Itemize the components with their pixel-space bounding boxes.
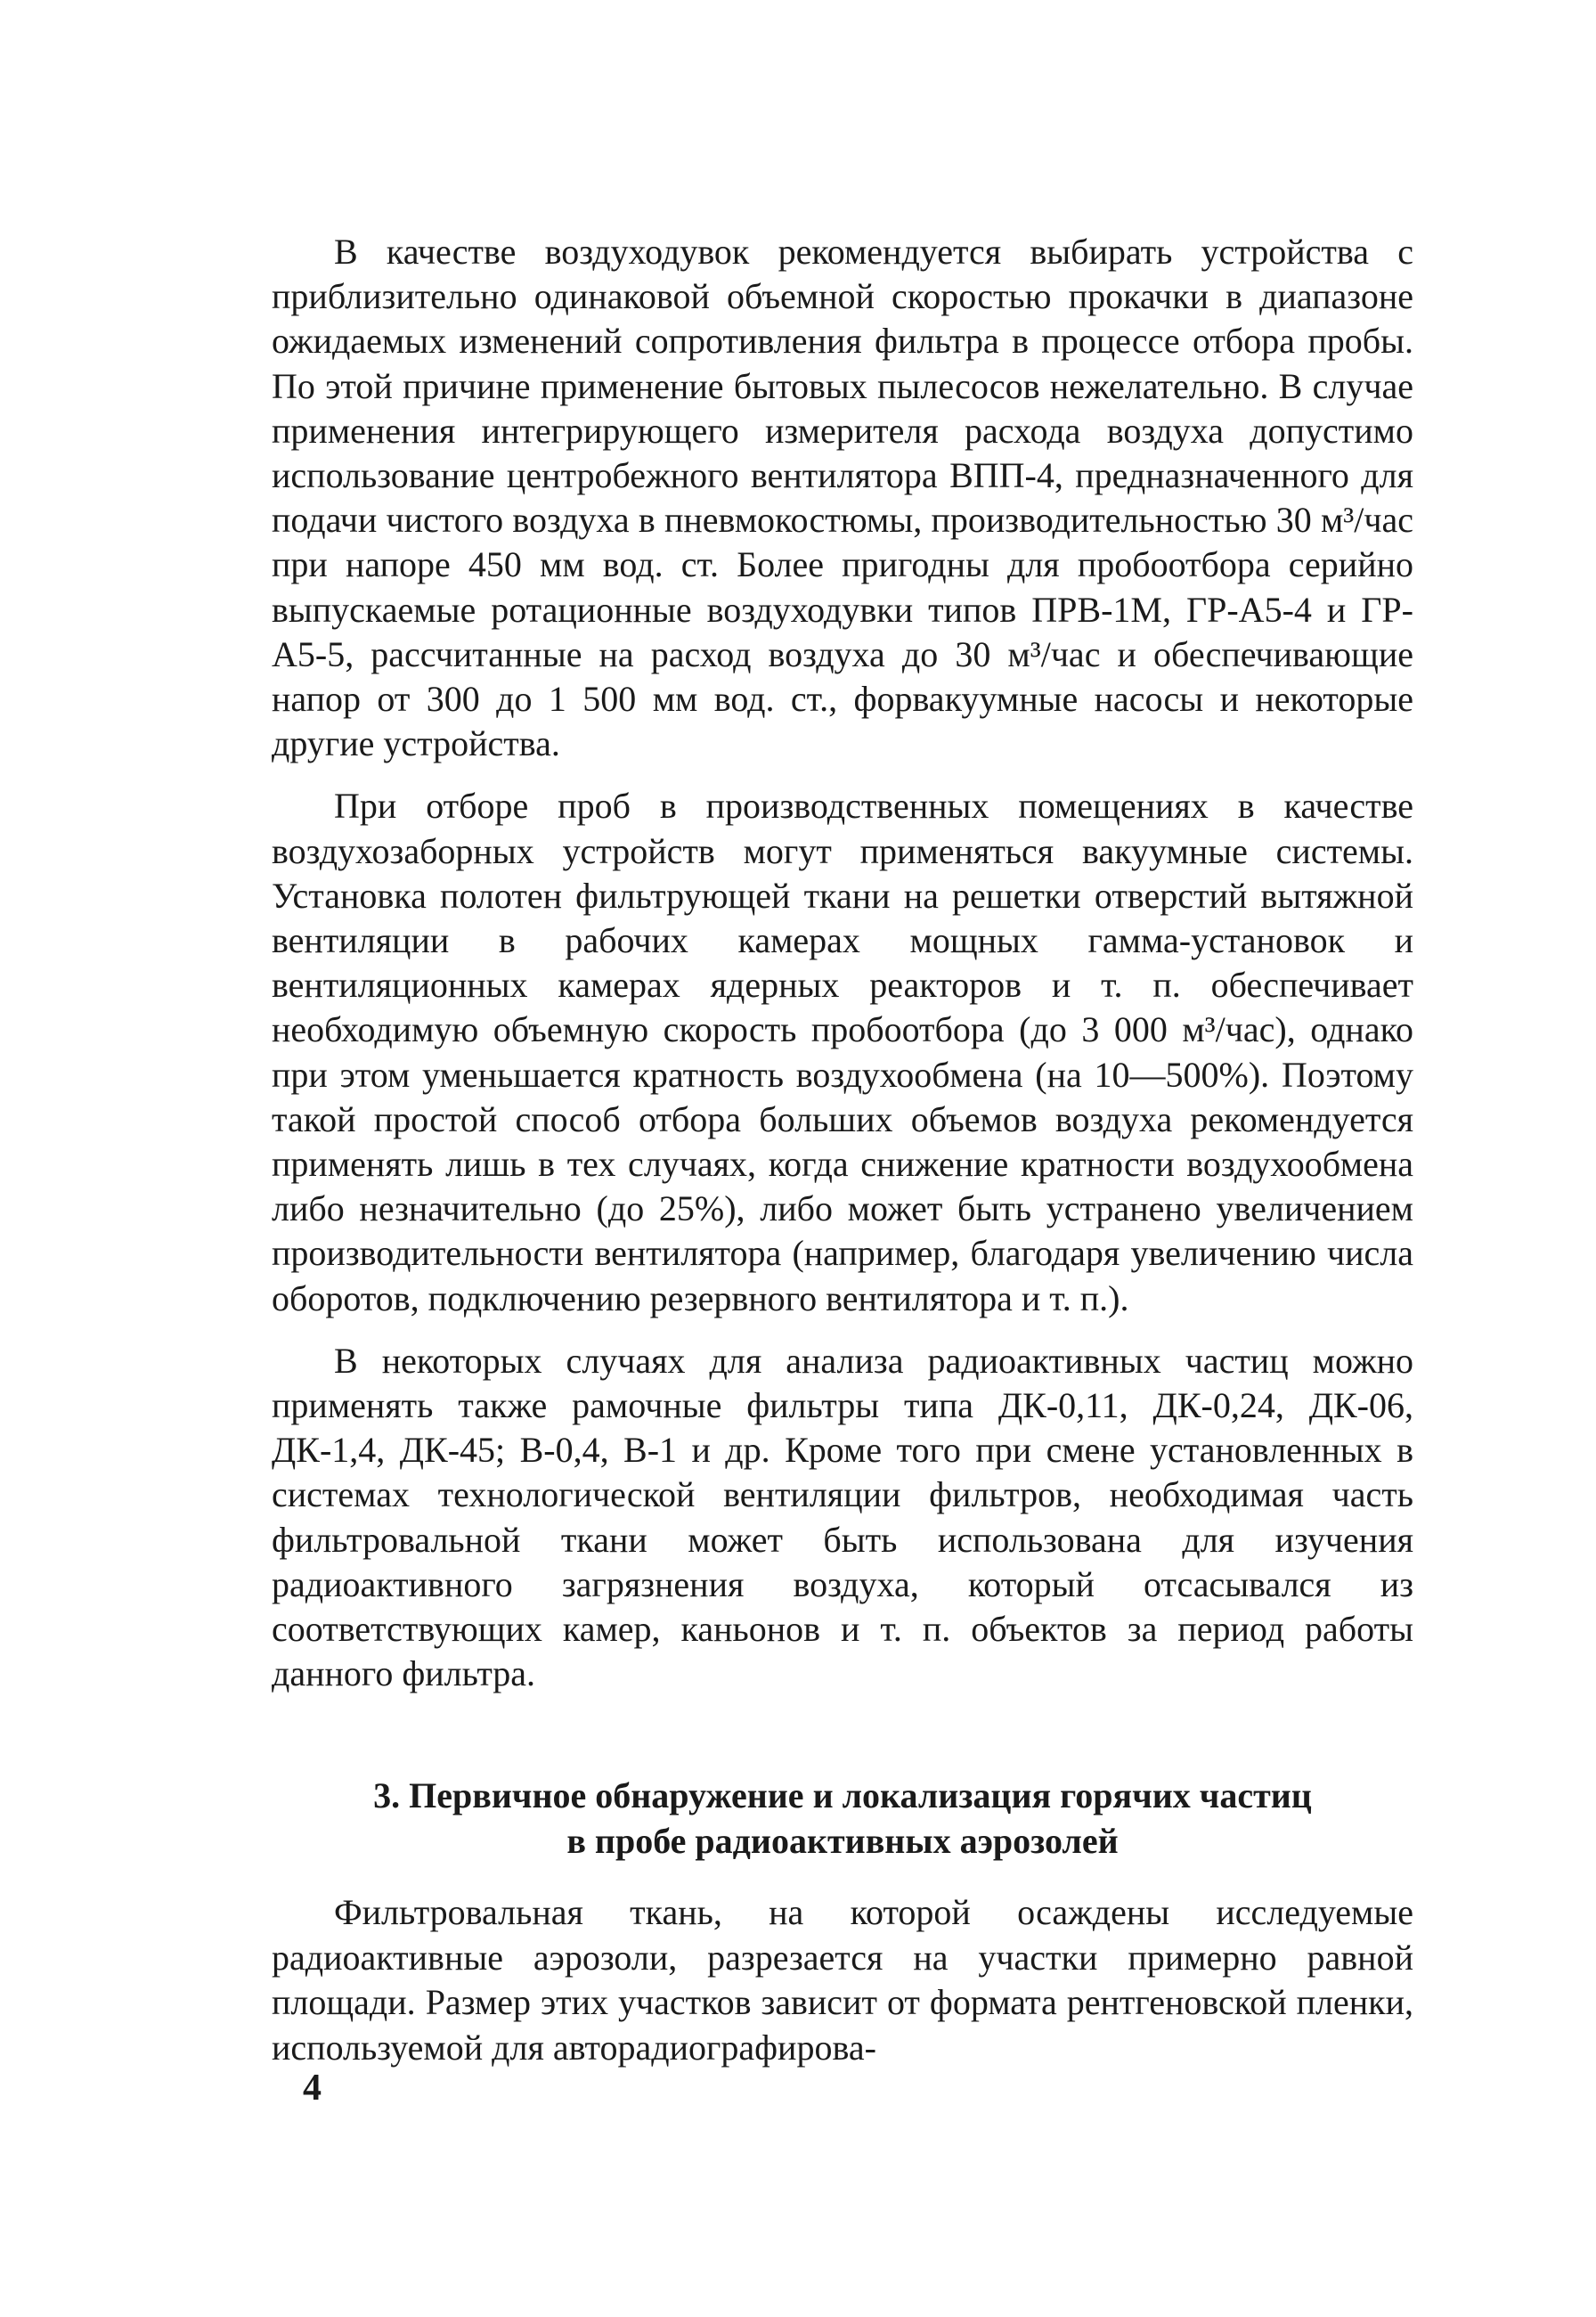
paragraph-frame-filters: В некоторых случаях для анализа радиоактивных частиц можно применять также рамочные фильтры типа ДК-0,11, ДК-0,24, ДК-06, ДК-1,4, ДК-45; В-0,4, В-1 и др. Кроме того при смене установленных в системах технологической вентиляции фильтров, необходимая часть фильтровальной ткани может быть использована для изучения радиоактивного загрязнения воздуха, который отсасывался из соответствующих камер, каньонов и т. п. объектов за период работы данного фильтра. (272, 1340, 1413, 1694)
section-heading: 3. Первичное обнаружение и локализация горячих частиц в пробе радиоактивных аэрозолей (373, 1775, 1312, 1861)
paragraph-filter-cloth: Фильтровальная ткань, на которой осаждены исследуемые радиоактивные аэрозоли, разрезается на участки примерно равной площади. Размер этих участков зависит от формата рентгеновской пленки, используемой для авторадиографирова- (272, 1892, 1413, 2068)
page-number: 4 (303, 2068, 322, 2109)
body-text (272, 230, 1413, 1697)
paragraph-vacuum-systems: При отборе проб в производственных помещениях в качестве воздухозаборных устройств могут применяться вакуумные системы. Установка полотен фильтрующей ткани на решетки отверстий вытяжной вентиляции в рабочих камерах мощных гамма-установок и вентиляционных камерах ядерных реакторов и т. п. обеспечивает необходимую объемную скорость пробоотбора (до 3 000 м³/час), однако при этом уменьшается кратность воздухообмена (на 10—500%). Поэтому такой простой способ отбора больших объемов воздуха рекомендуется применять лишь в тех случаях, когда снижение кратности воздухообмена либо незначительно (до 25%), либо может быть устранено увеличением производительности вентилятора (например, благодаря увеличению числа оборотов, подключению резервного вентилятора и т. п.). (272, 786, 1413, 1318)
paragraph-air-blowers: В качестве воздуходувок рекомендуется выбирать устройства с приблизительно одинаковой объемной скоростью прокачки в диапазоне ожидаемых изменений сопротивления фильтра в процессе отбора пробы. По этой причине применение бытовых пылесосов нежелательно. В случае применения интегрирующего измерителя расхода воздуха допустимо использование центробежного вентилятора ВПП-4, предназначенного для подачи чистого воздуха в пневмокостюмы, производительностью 30 м³/час при напоре 450 мм вод. ст. Более пригодны для пробоотбора серийно выпускаемые ротационные воздуходувки типов ПРВ-1М, ГР-А5-4 и ГР-А5-5, рассчитанные на расход воздуха до 30 м³/час и обеспечивающие напор от 300 до 1 500 мм вод. ст., форвакуумные насосы и некоторые другие устройства. (272, 232, 1413, 764)
